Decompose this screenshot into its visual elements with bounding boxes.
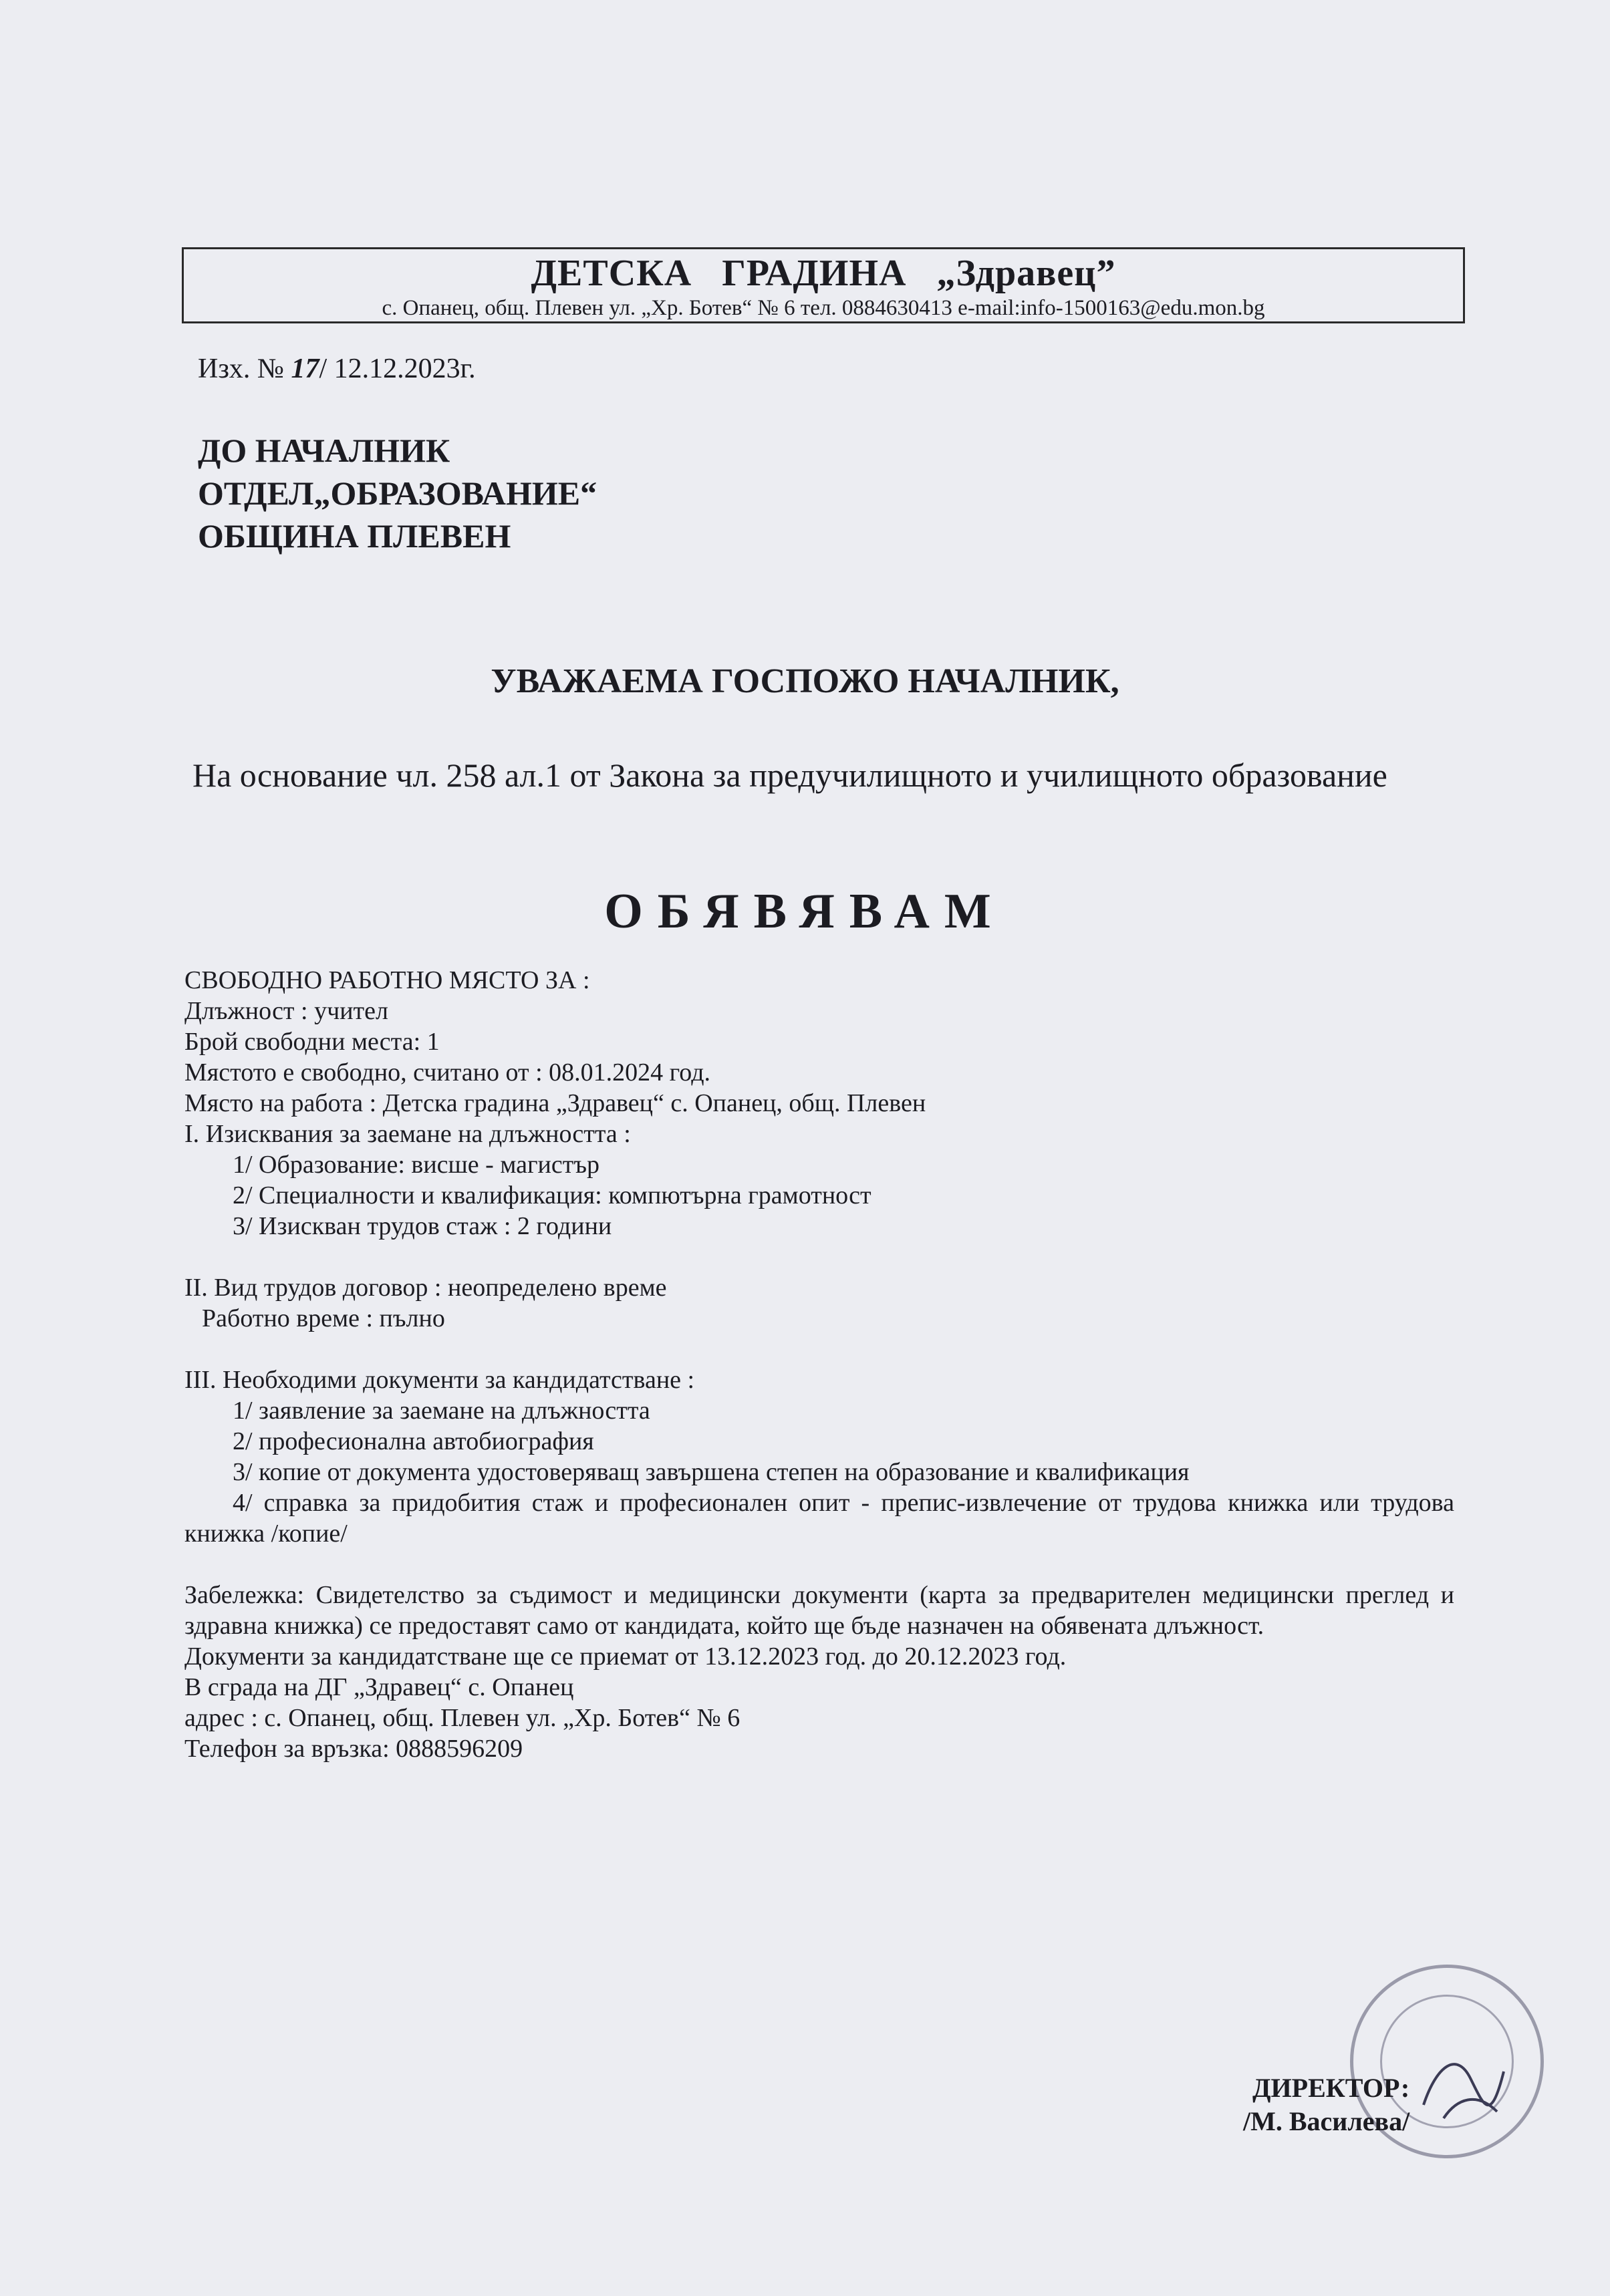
- outgoing-reference: [198, 353, 476, 385]
- addressee-line: ОБЩИНА ПЛЕВЕН: [198, 517, 511, 555]
- signature-block: [1243, 2071, 1410, 2138]
- announcement-body: [184, 965, 1454, 1764]
- addressee-line: ДО НАЧАЛНИК: [198, 432, 450, 469]
- document-item: 4/ справка за придобития стаж и професионален опит - препис-извлечение от трудова книжка или трудова книжка /копие/: [184, 1489, 1454, 1548]
- requirement-item: 3/ Изискван трудов стаж : 2 години: [233, 1212, 612, 1240]
- requirement-item: 2/ Специалности и квалификация: компютърна грамотност: [233, 1181, 871, 1209]
- documents-heading: III. Необходими документи за кандидатстване :: [184, 1366, 695, 1394]
- legal-basis: На основание чл. 258 ал.1 от Закона за предучилищното и училищното образование: [192, 756, 1387, 794]
- requirements-heading: I. Изисквания за заемане на длъжността :: [184, 1120, 631, 1148]
- document-item: 3/ копие от документа удостоверяващ завършена степен на образование и квалификация: [233, 1458, 1190, 1486]
- signatory-title: ДИРЕКТОР:: [1252, 2073, 1410, 2103]
- document-item: 1/ заявление за заемане на длъжността: [233, 1397, 650, 1425]
- handwritten-signature: [1410, 2025, 1517, 2138]
- contract-type: II. Вид трудов договор : неопределено време: [184, 1274, 667, 1302]
- position-title: Длъжност : учител: [184, 997, 388, 1025]
- contact-phone: Телефон за връзка: 0888596209: [184, 1735, 523, 1763]
- requirement-item: 1/ Образование: висше - магистър: [233, 1151, 600, 1179]
- announcement-title: ОБЯВЯВАМ: [604, 884, 1006, 939]
- submission-address: адрес : с. Опанец, общ. Плевен ул. „Хр. Ботев“ № 6: [184, 1704, 741, 1732]
- submission-period: Документи за кандидатстване ще се приемат от 13.12.2023 год. до 20.12.2023 год.: [184, 1642, 1067, 1671]
- reference-prefix: Изх. №: [198, 353, 284, 384]
- salutation: УВАЖАЕМА ГОСПОЖО НАЧАЛНИК,: [491, 662, 1119, 700]
- institution-name: ДЕТСКА ГРАДИНА „Здравец”: [531, 253, 1116, 294]
- position-heading: СВОБОДНО РАБОТНО МЯСТО ЗА :: [184, 966, 590, 994]
- addressee-block: [198, 429, 597, 557]
- submission-place: В сграда на ДГ „Здравец“ с. Опанец: [184, 1673, 574, 1701]
- contract-hours: Работно време : пълно: [202, 1304, 445, 1332]
- position-count: Брой свободни места: 1: [184, 1028, 440, 1056]
- document-item: 2/ професионална автобиография: [233, 1427, 594, 1455]
- letterhead: [182, 247, 1465, 323]
- signatory-name: /М. Василева/: [1243, 2106, 1410, 2136]
- reference-number: 17: [291, 353, 319, 384]
- reference-date: / 12.12.2023г.: [319, 353, 476, 384]
- position-free-from: Мястото е свободно, считано от : 08.01.2024 год.: [184, 1058, 711, 1087]
- position-workplace: Място на работа : Детска градина „Здравец“ с. Опанец, общ. Плевен: [184, 1089, 926, 1117]
- note: Забележка: Свидетелство за съдимост и медицински документи (карта за предварителен медицински преглед и здравна книжка) се предоставят само от кандидата, който ще бъде назначен на обявената длъжност.: [184, 1581, 1454, 1640]
- institution-address: с. Опанец, общ. Плевен ул. „Хр. Ботев“ № 6 тел. 0884630413 e-mail:info-1500163@edu.mon.bg: [382, 296, 1265, 320]
- addressee-line: ОТДЕЛ„ОБРАЗОВАНИЕ“: [198, 474, 597, 512]
